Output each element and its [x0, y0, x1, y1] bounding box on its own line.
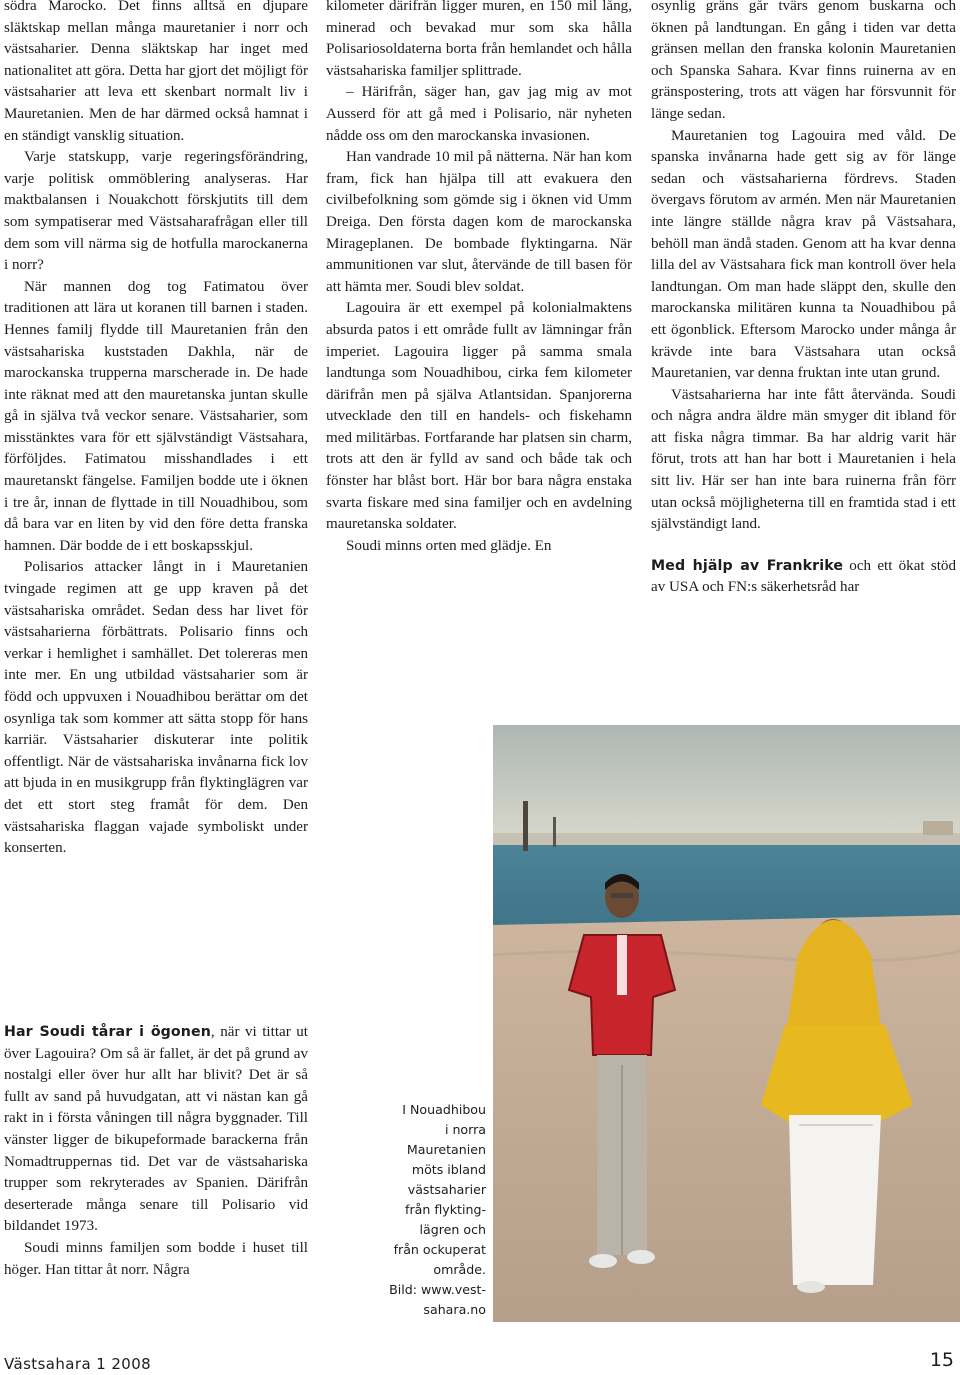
paragraph: Västsaharierna har inte fått återvända. Soudi och några andra äldre män smyger dit ibland för att fiska några timmar. Ba har aldrig varit här förut, trots att han har bott i Mauretanien i hela sitt liv. Här ser han inte bara ruinerna från förr utan också möjligheterna till en framtida stad i ett självständigt land.	[651, 386, 956, 533]
article-column-1-lower	[4, 1022, 308, 1281]
caption-line: lägren och	[419, 1222, 486, 1237]
caption-line: område.	[433, 1262, 486, 1277]
caption-line: Bild: www.vest-	[389, 1282, 486, 1297]
paragraph: Varje statskupp, varje regeringsförändring, varje politisk ommöblering analyseras. Har maktbalansen i Nouakchott förskjutits till dem som sympatiserar med Västsaharafrågan eller till dem som vill närma sig de hotfulla marockanerna i norr?	[4, 149, 308, 274]
caption-line: från flykting-	[405, 1202, 486, 1217]
beach-photo	[493, 725, 960, 1322]
paragraph: kilometer därifrån ligger muren, en 150 mil lång, minerad och bevakad mur som ska hålla Polisariosoldaterna borta från hemlandet och hålla västsahariska familjer splittrade.	[326, 0, 632, 79]
column-3-body	[651, 0, 956, 536]
article-column-2	[326, 0, 632, 557]
page-number: 15	[929, 1349, 954, 1371]
lead-in-heading: Med hjälp av Frankrike	[651, 557, 844, 574]
photo-illustration	[493, 725, 960, 1322]
caption-line: västsaharier	[407, 1182, 486, 1197]
lead-in-heading: Har Soudi tårar i ögonen	[4, 1024, 211, 1040]
caption-line: sahara.no	[423, 1302, 486, 1317]
article-column-3	[651, 0, 956, 599]
paragraph: Polisarios attacker långt in i Mauretanien tvingade regimen att ge upp kraven på det västsahariska området. Sedan dess har livet för västsaharierna förbättrats. Polisario finns och verkar i hemlighet i samhället. Det tolereras men inte mer. En ung utbildad västsaharier som är född och uppvuxen i Nouadhibou berättar om det osynliga tak som kommer att sätta stopp för hans karriär. Västsaharier diskuterar inte politik offentligt. När de västsahariska invånarna fick lov att bjuda in en musikgrupp från flyktinglägren var det ett stort steg framåt för dem. Den västsahariska flaggan vajade symboliskt under konserten.	[4, 559, 308, 857]
paragraph: Han vandrade 10 mil på nätterna. När han kom fram, fick han hjälpa till att evakuera den civilbefolkning som gömde sig i öknen vid Umm Dreiga. Den första dagen kom de marockanska Mirageplanen. De bombade flyktingarna. När ammunitionen var slut, återvände de till basen för att hämta mer. Soudi blev soldat.	[326, 149, 632, 295]
paragraph: Soudi minns orten med glädje. En	[346, 537, 552, 554]
caption-line: I Nouadhibou	[402, 1102, 486, 1117]
paragraph-frankrike	[651, 556, 956, 599]
paragraph: osynlig gräns går tvärs genom buskarna och öknen på landtungan. En gång i tiden var detta gränsen mellan den franska kolonin Mauretanien och Spanska Sahara. Kvar finns ruinerna av en gränspostering, trots att vägen har försvunnit för länge sedan.	[651, 0, 956, 122]
photo-caption	[360, 1100, 486, 1320]
paragraph-lagouira-intro	[4, 1022, 308, 1238]
caption-line: Mauretanien	[406, 1142, 486, 1157]
paragraph: När mannen dog tog Fatimatou över traditionen att lära ut koranen till barnen i staden. Hennes familj flydde till Mauretanien från den västsahariska kuststaden Dakhla, när de marockanska trupperna marscherade in. De hade inte räknat med att den mauretanska juntan skulle gå in själva två veckor senare. Västsaharier, som misstänktes vara för ett självständigt Västsahara, förföljdes. Fatimatou misshandlades i ett mauretanskt fängelse. Familjen bodde ute i öknen i tre år, innan de flyttade in till Nouadhibou, som då bara var en liten by vid den före detta franska hamnen. Där bodde de i ett boskapsskjul.	[4, 278, 308, 554]
caption-line: från ockuperat	[393, 1242, 486, 1257]
caption-line: i norra	[444, 1122, 486, 1137]
paragraph-text: och ett ökat stöd av USA och FN:s säkerhetsråd har	[651, 557, 957, 596]
caption-line: möts ibland	[411, 1162, 486, 1177]
paragraph: – Härifrån, säger han, gav jag mig av mot Ausserd för att gå med i Polisario, när nyheten nådde oss om den marockanska invasionen.	[326, 84, 632, 144]
paragraph: södra Marocko. Det finns alltså en djupare släktskap mellan många mauretanier i norr och västsaharier. Denna släktskap har inget med nationalitet att göra. Detta har gjort det möjligt för västsaharier att leva ett skenbart normalt liv i Mauretanien. Men de har därmed också hamnat i en ständigt vansklig situation.	[4, 0, 308, 144]
paragraph-text: , när vi tittar ut över Lagouira? Om så är fallet, är det på grund av nostalgi eller över hur allt har blivit? Det är så fullt av sand på huvudgatan, att vi nästan kan gå rakt in i första våningen till några byggnader. Till vänster ligger de bikupeformade barackerna från Nomadtruppernas tid. Det var de västsahariska trupper som rekryterades av Spanien. Därifrån deserterade många senare till Polisario vid bildandet 1973.	[4, 1024, 308, 1235]
paragraph-soudi-family: Soudi minns familjen som bodde i huset till höger. Han tittar åt norr. Några	[4, 1239, 308, 1278]
paragraph: Lagouira är ett exempel på kolonialmaktens absurda patos i ett område fullt av lämningar från imperiet. Lagouira ligger på samma smala landtunga som Nouadhibou, cirka fem kilometer därifrån men på själva Atlantsidan. Spanjorerna utvecklade den till en handels- och fiskehamn med militärbas. Fortfarande har platsen sin charm, trots att den är fylld av sand och både tak och fönster har blåst bort. Här bor bara några enstaka svarta fiskare med sina familjer och en avdelning mauretanska soldater.	[326, 300, 632, 533]
article-column-1	[4, 0, 308, 860]
publication-footer: Västsahara 1 2008	[4, 1355, 152, 1373]
paragraph: Mauretanien tog Lagouira med våld. De spanska invånarna hade gett sig av för länge sedan och västsaharierna fördrevs. Staden övergavs förutom av armén. Men när Mauretanien inte längre ställde några krav på Västsahara, behöll man ändå staden. Genom att ha kvar denna lilla del av Västsahara fick man kontroll över hela landtungan. Om man hade släppt den, skulle den marockanska militären kunna ta Nouadhibou på ett ögonblick. Eftersom Marocko under många år krävde inte bara Västsahara utan också Mauretanien, var denna fruktan inte utan grund.	[651, 127, 956, 382]
